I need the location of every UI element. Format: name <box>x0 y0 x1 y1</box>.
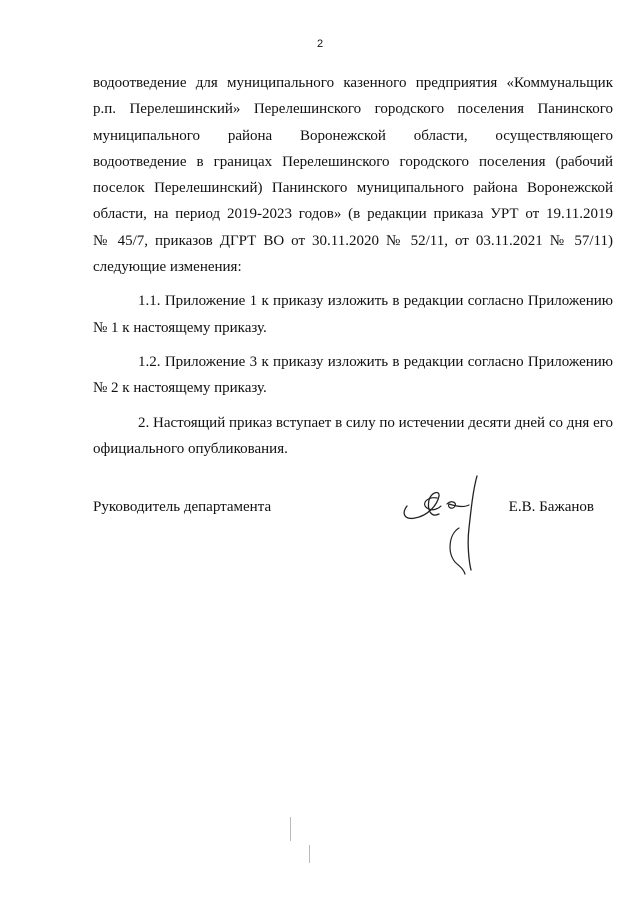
scan-mark <box>290 817 291 841</box>
text-line: муниципального района Воронежской области, осуществляющего <box>93 127 613 144</box>
text-line: водоотведение в границах Перелешинского городского поселения (рабочий <box>93 153 613 170</box>
document-body <box>93 70 613 470</box>
paragraph-changes-intro <box>93 70 613 280</box>
text-line: № 45/7, приказов ДГРТ ВО от 30.11.2020 № 52/11, от 03.11.2021 № 57/11) <box>93 232 613 249</box>
signatory-name: Е.В. Бажанов <box>508 499 594 515</box>
page-number: 2 <box>316 38 324 50</box>
text-line: р.п. Перелешинский» Перелешинского городского поселения Панинского <box>93 101 613 118</box>
text-line: поселок Перелешинский) Панинского муниципального района Воронежской <box>93 180 613 197</box>
signature-block <box>93 470 613 590</box>
scan-mark <box>309 845 310 863</box>
text-line: следующие изменения: <box>93 259 242 276</box>
item-2: 2. Настоящий приказ вступает в силу по истечении десяти дней со дня его официального опубликования. <box>93 414 613 457</box>
handwritten-signature-image <box>393 470 503 580</box>
signatory-position: Руководитель департамента <box>93 499 272 515</box>
text-line: водоотведение для муниципального казенного предприятия «Коммунальщик <box>93 75 613 91</box>
text-line: области, на период 2019-2023 годов» (в редакции приказа УРТ от 19.11.2019 <box>93 206 613 223</box>
item-1-1: 1.1. Приложение 1 к приказу изложить в редакции согласно Приложению № 1 к настоящему приказу. <box>93 293 613 336</box>
item-1-2: 1.2. Приложение 3 к приказу изложить в редакции согласно Приложению № 2 к настоящему приказу. <box>93 353 613 397</box>
